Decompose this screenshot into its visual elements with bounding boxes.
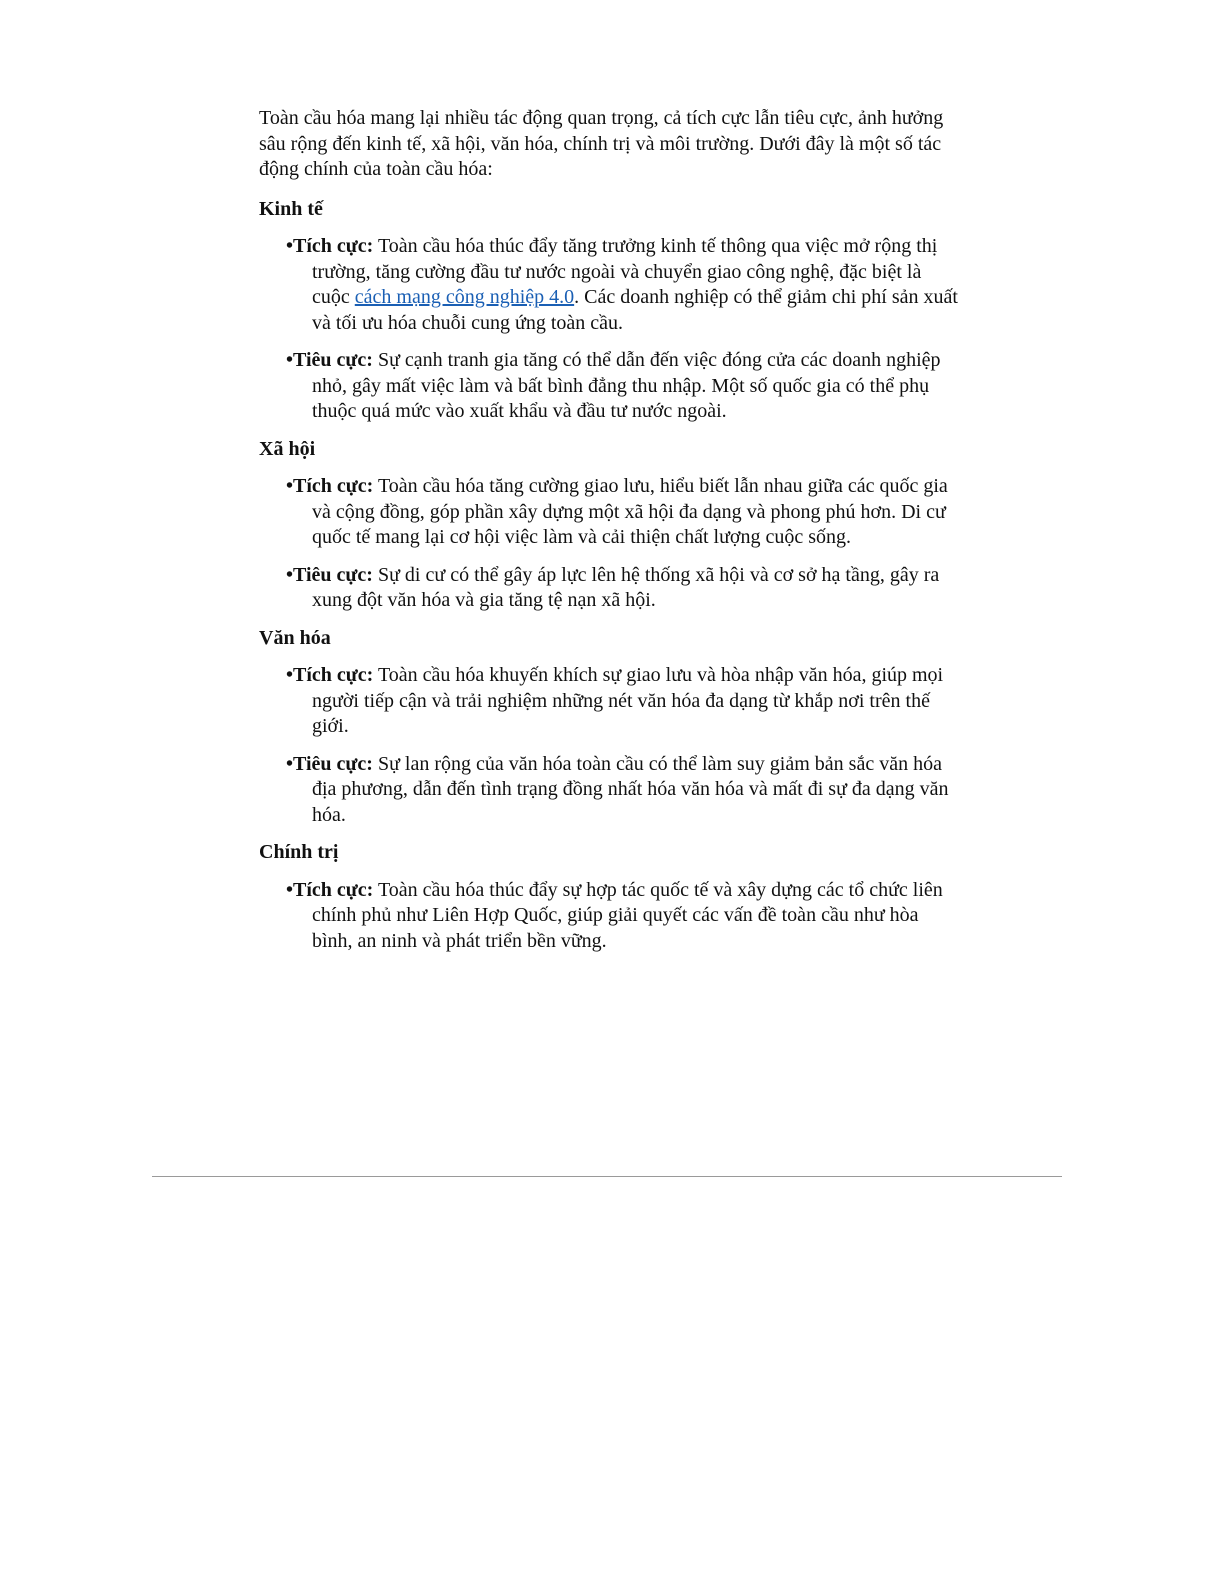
positive-label: Tích cực: bbox=[293, 664, 374, 686]
intro-paragraph: Toàn cầu hóa mang lại nhiều tác động quan trọng, cả tích cực lẫn tiêu cực, ảnh hưởng sâu rộng đến kinh tế, xã hội, văn hóa, chính trị và môi trường. Dưới đây là một số tác động chính của toàn cầu hóa: bbox=[259, 107, 944, 180]
politics-list bbox=[259, 878, 959, 955]
economy-negative-item bbox=[286, 348, 959, 425]
politics-positive-item bbox=[286, 878, 959, 955]
economy-negative-text: Sự cạnh tranh gia tăng có thể dẫn đến việc đóng cửa các doanh nghiệp nhỏ, gây mất việc làm và bất bình đẳng thu nhập. Một số quốc gia có thể phụ thuộc quá mức vào xuất khẩu và đầu tư nước ngoài. bbox=[312, 349, 941, 422]
document-body bbox=[259, 106, 959, 966]
positive-label: Tích cực: bbox=[293, 475, 374, 497]
section-heading-politics: Chính trị bbox=[259, 841, 339, 863]
bullet-icon: • bbox=[286, 664, 294, 686]
society-list bbox=[259, 474, 959, 614]
negative-label: Tiêu cực: bbox=[293, 752, 373, 775]
page-divider bbox=[152, 1176, 1062, 1177]
economy-positive-text-end: . Các doanh nghiệp có thể giảm chi phí sản xuất và tối ưu hóa chuỗi cung ứng toàn cầu. bbox=[312, 286, 958, 334]
bullet-icon: • bbox=[286, 349, 294, 371]
bullet-icon: • bbox=[286, 235, 294, 257]
negative-label: Tiêu cực: bbox=[293, 563, 373, 586]
bullet-icon: • bbox=[286, 878, 294, 901]
section-heading-culture: Văn hóa bbox=[259, 626, 331, 649]
section-heading-society: Xã hội bbox=[259, 437, 316, 460]
industrial-revolution-link[interactable]: cách mạng công nghiệp 4.0 bbox=[354, 286, 575, 308]
bullet-icon: • bbox=[286, 475, 294, 497]
negative-label: Tiêu cực: bbox=[293, 349, 373, 371]
society-positive-item bbox=[286, 474, 959, 551]
culture-positive-item bbox=[286, 663, 959, 740]
culture-positive-text: Toàn cầu hóa khuyến khích sự giao lưu và hòa nhập văn hóa, giúp mọi người tiếp cận và trải nghiệm những nét văn hóa đa dạng từ khắp nơi trên thế giới. bbox=[312, 664, 944, 737]
politics-positive-text: Toàn cầu hóa thúc đẩy sự hợp tác quốc tế và xây dựng các tổ chức liên chính phủ như Liên Hợp Quốc, giúp giải quyết các vấn đề toàn cầu như hòa bình, an ninh và phát triển bền vững. bbox=[312, 878, 943, 952]
bullet-icon: • bbox=[286, 563, 294, 586]
bullet-icon: • bbox=[286, 752, 294, 775]
society-negative-text: Sự di cư có thể gây áp lực lên hệ thống xã hội và cơ sở hạ tầng, gây ra xung đột văn hóa và gia tăng tệ nạn xã hội. bbox=[312, 563, 940, 611]
section-heading-economy: Kinh tế bbox=[259, 197, 323, 220]
economy-list bbox=[259, 234, 959, 425]
culture-negative-text: Sự lan rộng của văn hóa toàn cầu có thể làm suy giảm bản sắc văn hóa địa phương, dẫn đến tình trạng đồng nhất hóa văn hóa và mất đi sự đa dạng văn hóa. bbox=[312, 752, 949, 826]
positive-label: Tích cực: bbox=[293, 878, 374, 901]
society-negative-item bbox=[286, 563, 959, 614]
society-positive-text: Toàn cầu hóa tăng cường giao lưu, hiểu biết lẫn nhau giữa các quốc gia và cộng đồng, góp phần xây dựng một xã hội đa dạng và phong phú hơn. Di cư quốc tế mang lại cơ hội việc làm và cải thiện chất lượng cuộc sống. bbox=[312, 475, 948, 548]
economy-positive-item bbox=[286, 234, 959, 336]
positive-label: Tích cực: bbox=[293, 235, 374, 257]
culture-list bbox=[259, 663, 959, 828]
culture-negative-item bbox=[286, 752, 959, 829]
economy-positive-text: Toàn cầu hóa thúc đẩy tăng trưởng kinh tế thông qua việc mở rộng thị trường, tăng cường đầu tư nước ngoài và chuyển giao công nghệ, đặc biệt là cuộc bbox=[312, 235, 938, 308]
